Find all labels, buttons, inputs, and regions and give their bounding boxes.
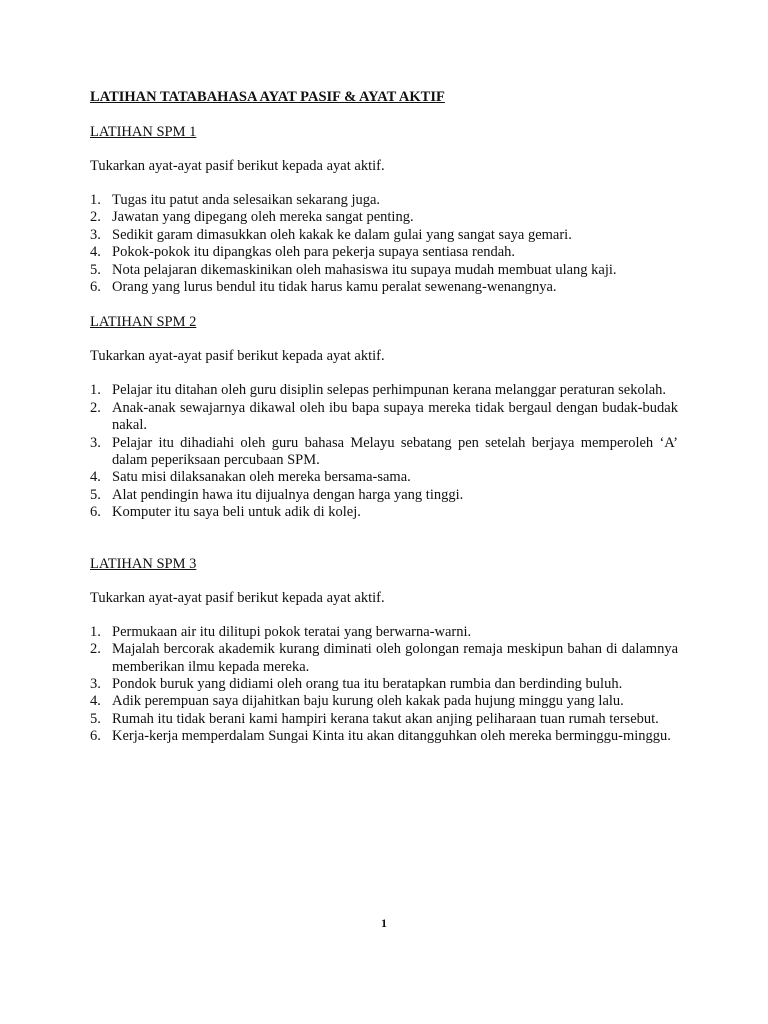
question-item bbox=[90, 728, 678, 745]
question-number: 6. bbox=[90, 728, 101, 745]
section-heading: LATIHAN SPM 2 bbox=[90, 314, 197, 331]
question-item bbox=[90, 382, 678, 399]
question-number: 3. bbox=[90, 226, 101, 243]
section-instruction: Tukarkan ayat-ayat pasif berikut kepada ayat aktif. bbox=[90, 158, 385, 174]
question-item bbox=[90, 504, 678, 521]
question-item bbox=[90, 624, 678, 641]
question-item bbox=[90, 641, 678, 676]
question-text: Satu misi dilaksanakan oleh mereka bersama-sama. bbox=[112, 469, 411, 486]
question-text: Pokok-pokok itu dipangkas oleh para pekerja supaya sentiasa rendah. bbox=[112, 244, 516, 261]
question-item bbox=[90, 262, 678, 279]
question-number: 4. bbox=[90, 469, 101, 486]
question-item bbox=[90, 244, 678, 261]
question-text: Permukaan air itu dilitupi pokok teratai yang berwarna-warni. bbox=[112, 623, 472, 640]
question-number: 1. bbox=[90, 192, 101, 208]
question-number: 3. bbox=[90, 675, 101, 692]
section-latihan-spm-2 bbox=[90, 313, 678, 521]
question-text: Kerja-kerja memperdalam Sungai Kinta itu akan ditangguhkan oleh mereka berminggu-minggu. bbox=[112, 728, 671, 745]
question-item bbox=[90, 711, 678, 728]
question-text: Jawatan yang dipegang oleh mereka sangat penting. bbox=[112, 209, 414, 226]
question-item bbox=[90, 487, 678, 504]
question-text: Anak-anak sewajarnya dikawal oleh ibu bapa supaya mereka tidak bergaul dengan budak-budak nakal. bbox=[112, 399, 678, 434]
section-latihan-spm-1 bbox=[90, 123, 678, 296]
question-list bbox=[90, 624, 678, 746]
question-text: Nota pelajaran dikemaskinikan oleh mahasiswa itu supaya mudah membuat ulang kaji. bbox=[112, 261, 617, 278]
question-item bbox=[90, 469, 678, 486]
question-text: Pondok buruk yang didiami oleh orang tua itu beratapkan rumbia dan berdinding buluh. bbox=[112, 675, 623, 692]
question-item bbox=[90, 676, 678, 693]
question-number: 2. bbox=[90, 641, 101, 658]
section-latihan-spm-3 bbox=[90, 555, 678, 746]
document-title: LATIHAN TATABAHASA AYAT PASIF & AYAT AKTIF bbox=[90, 89, 445, 105]
question-text: Majalah bercorak akademik kurang diminati oleh golongan remaja meskipun bahan di dalamnya memberikan ilmu kepada mereka. bbox=[112, 641, 678, 675]
question-text: Tugas itu patut anda selesaikan sekarang juga. bbox=[112, 192, 381, 208]
document-page bbox=[90, 88, 678, 746]
question-text: Orang yang lurus bendul itu tidak harus kamu peralat sewenang-wenangnya. bbox=[112, 279, 557, 296]
question-number: 3. bbox=[90, 434, 101, 451]
question-number: 1. bbox=[90, 623, 101, 640]
question-number: 5. bbox=[90, 710, 101, 727]
question-number: 4. bbox=[90, 244, 101, 261]
question-text: Sedikit garam dimasukkan oleh kakak ke dalam gulai yang sangat saya gemari. bbox=[112, 226, 572, 243]
question-text: Pelajar itu ditahan oleh guru disiplin selepas perhimpunan kerana melanggar peraturan sekolah. bbox=[112, 382, 667, 399]
section-heading: LATIHAN SPM 3 bbox=[90, 555, 197, 572]
question-number: 4. bbox=[90, 693, 101, 710]
question-item bbox=[90, 435, 678, 470]
question-item bbox=[90, 693, 678, 710]
question-number: 1. bbox=[90, 382, 101, 399]
question-item bbox=[90, 279, 678, 296]
question-text: Komputer itu saya beli untuk adik di kolej. bbox=[112, 504, 361, 521]
question-text: Alat pendingin hawa itu dijualnya dengan harga yang tinggi. bbox=[112, 486, 464, 503]
question-number: 2. bbox=[90, 209, 101, 226]
question-text: Adik perempuan saya dijahitkan baju kurung oleh kakak pada hujung minggu yang lalu. bbox=[112, 693, 624, 710]
question-number: 5. bbox=[90, 261, 101, 278]
question-number: 2. bbox=[90, 399, 101, 416]
question-item bbox=[90, 209, 678, 226]
page-number: 1 bbox=[381, 916, 387, 930]
question-text: Pelajar itu dihadiahi oleh guru bahasa Melayu sebatang pen setelah berjaya memperoleh ‘A’ dalam peperiksaan percubaan SPM. bbox=[112, 434, 678, 469]
question-item bbox=[90, 227, 678, 244]
section-instruction: Tukarkan ayat-ayat pasif berikut kepada ayat aktif. bbox=[90, 589, 385, 606]
question-item bbox=[90, 192, 678, 209]
question-text: Rumah itu tidak berani kami hampiri kerana takut akan anjing peliharaan tuan rumah tersebut. bbox=[112, 710, 659, 727]
question-number: 6. bbox=[90, 504, 101, 521]
question-number: 5. bbox=[90, 486, 101, 503]
question-number: 6. bbox=[90, 279, 101, 296]
section-instruction: Tukarkan ayat-ayat pasif berikut kepada ayat aktif. bbox=[90, 348, 385, 365]
section-heading: LATIHAN SPM 1 bbox=[90, 124, 197, 140]
question-list bbox=[90, 192, 678, 296]
question-item bbox=[90, 400, 678, 435]
question-list bbox=[90, 382, 678, 521]
